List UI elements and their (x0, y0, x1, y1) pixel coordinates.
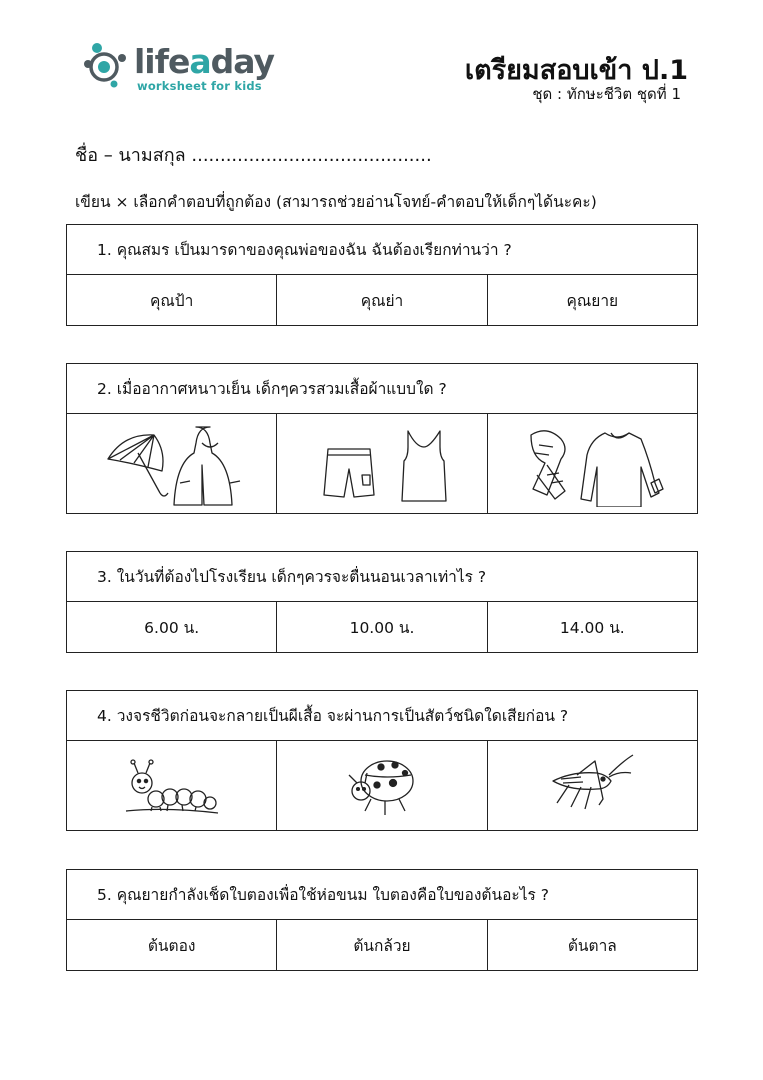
logo-mark-icon (82, 40, 132, 90)
shorts-tanktop-icon (312, 421, 452, 507)
question-2-option-b[interactable] (276, 414, 486, 513)
question-5-option-b[interactable]: ต้นกล้วย (276, 920, 486, 970)
question-1-option-c[interactable]: คุณยาย (487, 275, 697, 325)
umbrella-raincoat-icon (102, 421, 242, 507)
question-2-option-c[interactable] (487, 414, 697, 513)
question-1-option-b[interactable]: คุณย่า (276, 275, 486, 325)
question-5-option-c[interactable]: ต้นตาล (487, 920, 697, 970)
question-3-option-a[interactable]: 6.00 น. (144, 618, 200, 637)
question-3-text: 3. ในวันที่ต้องไปโรงเรียน เด็กๆควรจะตื่นนอนเวลาเท่าไร ? (67, 552, 697, 602)
question-4-option-c[interactable] (487, 741, 697, 830)
student-name-line: ชื่อ – นามสกุล .......................................... (75, 145, 432, 166)
instruction-text: เขียน × เลือกคำตอบที่ถูกต้อง (สามารถช่วยอ่านโจทย์-คำตอบให้เด็กๆได้นะคะ) (75, 193, 597, 211)
ladybug-icon (337, 751, 427, 821)
logo-tagline: worksheet for kids (137, 79, 262, 93)
question-5-option-a[interactable]: ต้นตอง (147, 936, 196, 955)
caterpillar-icon (122, 751, 222, 821)
question-4-text: 4. วงจรชีวิตก่อนจะกลายเป็นผีเสื้อ จะผ่านการเป็นสัตว์ชนิดใดเสียก่อน ? (67, 691, 697, 741)
question-3 (66, 551, 698, 653)
question-4-option-b[interactable] (276, 741, 486, 830)
question-1-option-a[interactable]: คุณป้า (150, 291, 194, 310)
question-4 (66, 690, 698, 831)
question-4-option-a[interactable] (67, 741, 276, 830)
logo (82, 40, 275, 93)
scarf-sweater-icon (517, 421, 667, 507)
question-2-text: 2. เมื่ออากาศหนาวเย็น เด็กๆควรสวมเสื้อผ้าแบบใด ? (67, 364, 697, 414)
question-2-option-a[interactable] (67, 414, 276, 513)
question-1-text: 1. คุณสมร เป็นมารดาของคุณพ่อของฉัน ฉันต้องเรียกท่านว่า ? (67, 225, 697, 275)
page-title: เตรียมสอบเข้า ป.1 (464, 55, 688, 86)
logo-wordmark: lifeaday (134, 42, 275, 81)
question-3-option-c[interactable]: 14.00 น. (487, 602, 697, 652)
grasshopper-icon (547, 751, 637, 821)
question-5-text: 5. คุณยายกำลังเช็ดใบตองเพื่อใช้ห่อขนม ใบตองคือใบของต้นอะไร ? (67, 870, 697, 920)
question-5 (66, 869, 698, 971)
page-subtitle: ชุด : ทักษะชีวิต ชุดที่ 1 (532, 85, 681, 103)
question-1 (66, 224, 698, 326)
question-2 (66, 363, 698, 514)
question-3-option-b[interactable]: 10.00 น. (276, 602, 486, 652)
